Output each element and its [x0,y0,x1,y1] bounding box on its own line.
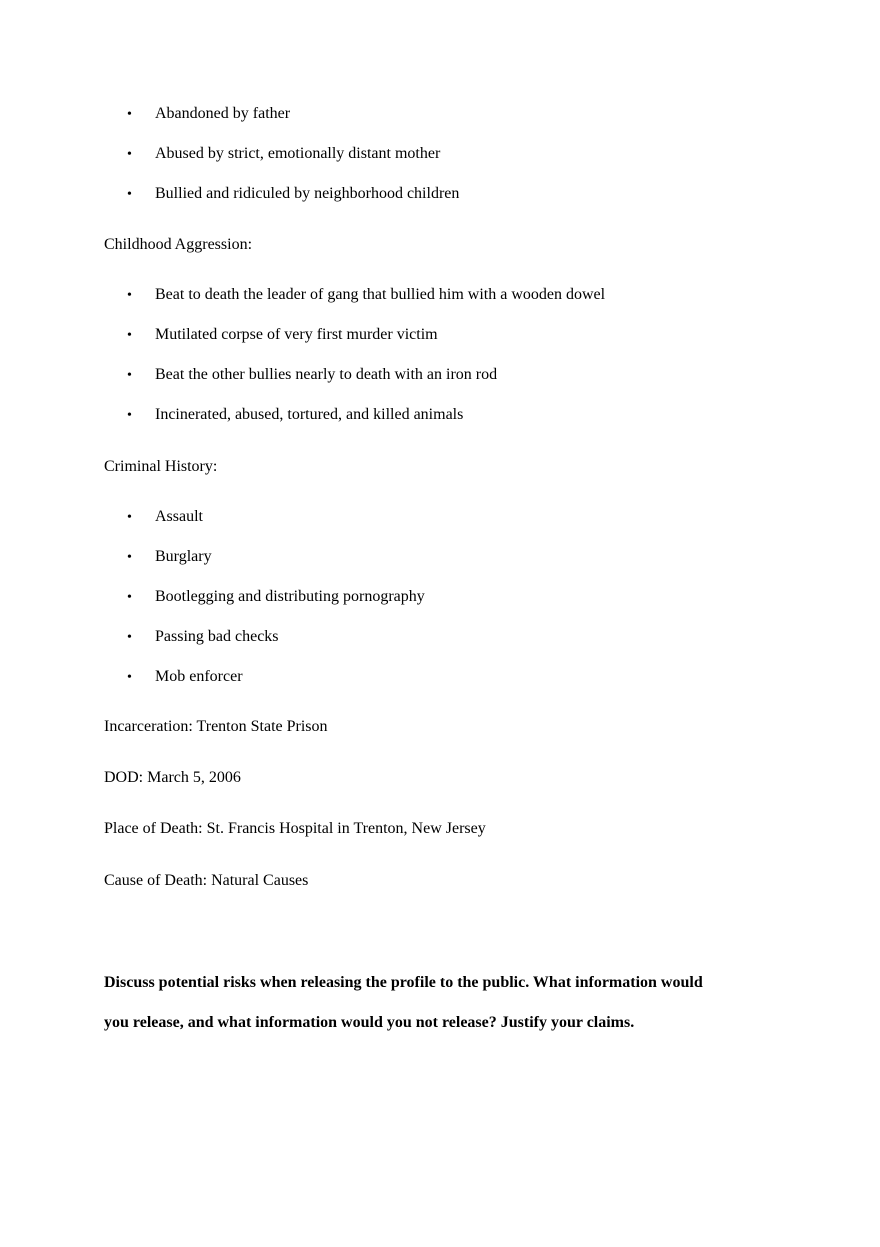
place-of-death-line: Place of Death: St. Francis Hospital in Trenton, New Jersey [104,820,486,837]
list-item-text: Burglary [155,548,212,565]
bullet-icon: • [127,630,132,645]
bullet-icon: • [127,107,132,122]
list-item-text: Passing bad checks [155,628,279,645]
cause-of-death-line: Cause of Death: Natural Causes [104,872,309,889]
question-line-1: Discuss potential risks when releasing the profile to the public. What information would [104,974,703,991]
bullet-icon: • [127,670,132,685]
bullet-icon: • [127,408,132,423]
list-item-text: Abused by strict, emotionally distant mother [155,145,441,162]
discussion-question [104,973,784,1033]
bullet-icon: • [127,550,132,565]
list-item-text: Bootlegging and distributing pornography [155,588,425,605]
list-item-text: Mutilated corpse of very first murder victim [155,326,438,343]
bullet-icon: • [127,590,132,605]
incarceration-line: Incarceration: Trenton State Prison [104,718,328,735]
date-of-death-line: DOD: March 5, 2006 [104,769,241,786]
list-item-text: Assault [155,508,203,525]
bullet-icon: • [127,288,132,303]
list-item-text: Incinerated, abused, tortured, and killed animals [155,406,464,423]
bullet-icon: • [127,147,132,162]
list-item-text: Bullied and ridiculed by neighborhood children [155,185,460,202]
bullet-icon: • [127,510,132,525]
childhood-aggression-heading: Childhood Aggression: [104,236,253,253]
list-item-text: Mob enforcer [155,668,243,685]
list-item-text: Abandoned by father [155,105,291,122]
bullet-icon: • [127,328,132,343]
list-item-text: Beat to death the leader of gang that bullied him with a wooden dowel [155,286,606,303]
bullet-icon: • [127,368,132,383]
bullet-icon: • [127,187,132,202]
criminal-history-heading: Criminal History: [104,458,218,475]
question-line-2: you release, and what information would you not release? Justify your claims. [104,1014,635,1031]
list-item-text: Beat the other bullies nearly to death with an iron rod [155,366,498,383]
